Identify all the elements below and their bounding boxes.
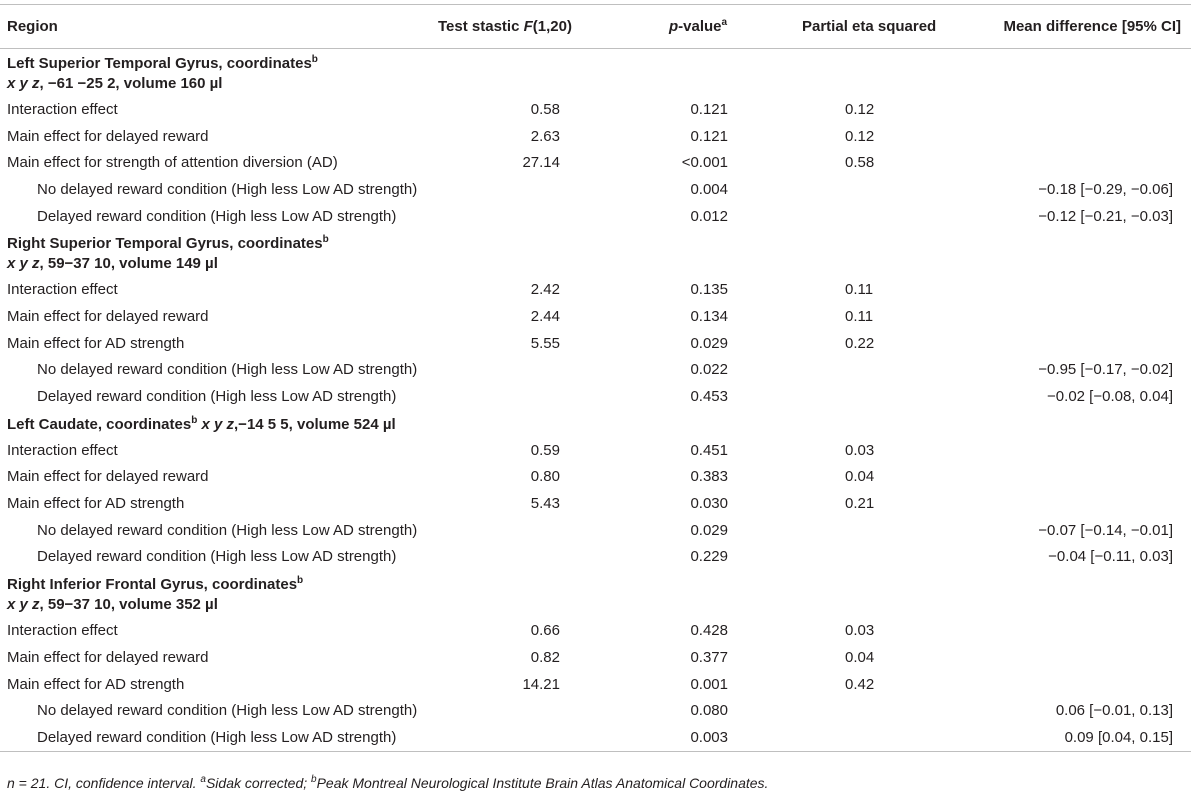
cell-partial-eta: 0.21 bbox=[845, 495, 875, 513]
row-label: Main effect for delayed reward bbox=[7, 307, 209, 325]
cell-f-statistic: 2.42 bbox=[530, 281, 560, 299]
header-test-statistic: Test stastic F(1,20) bbox=[420, 5, 616, 49]
row-label: Main effect for delayed reward bbox=[7, 468, 209, 486]
cell-partial-eta: 0.11 bbox=[845, 281, 874, 299]
table-row bbox=[0, 276, 1191, 303]
header-region: Region bbox=[0, 5, 420, 49]
cell-p-value: 0.383 bbox=[690, 468, 728, 486]
cell-mean-difference: −0.04 [−0.11, 0.03] bbox=[1048, 548, 1173, 566]
cell-p-value: 0.030 bbox=[690, 495, 728, 513]
table-row bbox=[0, 437, 1191, 464]
results-table bbox=[0, 4, 1191, 752]
cell-f-statistic: 14.21 bbox=[522, 675, 560, 693]
row-label: Delayed reward condition (High less Low AD strength) bbox=[37, 388, 397, 406]
cell-f-statistic bbox=[420, 203, 616, 230]
cell-p-value: 0.428 bbox=[690, 622, 728, 640]
section-title bbox=[0, 49, 1191, 97]
table-row bbox=[0, 724, 1191, 751]
cell-f-statistic: 5.43 bbox=[530, 495, 560, 513]
row-label: No delayed reward condition (High less Low AD strength) bbox=[37, 361, 418, 379]
cell-mean-difference: −0.02 [−0.08, 0.04] bbox=[1047, 388, 1173, 406]
section-title bbox=[0, 570, 1191, 617]
cell-mean-difference: 0.06 [−0.01, 0.13] bbox=[1055, 702, 1173, 720]
cell-mean-difference bbox=[972, 617, 1191, 644]
cell-f-statistic bbox=[420, 383, 616, 410]
table-row bbox=[0, 517, 1191, 544]
cell-partial-eta bbox=[802, 544, 972, 571]
cell-f-statistic bbox=[420, 724, 616, 751]
cell-f-statistic bbox=[420, 176, 616, 203]
section-header-row bbox=[0, 570, 1191, 617]
table-row bbox=[0, 303, 1191, 330]
cell-partial-eta: 0.42 bbox=[845, 675, 875, 693]
row-label: Main effect for AD strength bbox=[7, 675, 185, 693]
cell-f-statistic: 0.82 bbox=[530, 648, 560, 666]
cell-p-value: 0.229 bbox=[690, 548, 728, 566]
cell-mean-difference bbox=[972, 671, 1191, 698]
cell-p-value: 0.135 bbox=[690, 281, 728, 299]
cell-mean-difference bbox=[972, 644, 1191, 671]
cell-p-value: 0.012 bbox=[690, 207, 728, 225]
table-row bbox=[0, 617, 1191, 644]
cell-p-value: 0.453 bbox=[690, 388, 728, 406]
row-label: Delayed reward condition (High less Low AD strength) bbox=[37, 207, 397, 225]
cell-partial-eta bbox=[802, 724, 972, 751]
table-footnote bbox=[7, 775, 768, 791]
cell-mean-difference bbox=[972, 490, 1191, 517]
table-row bbox=[0, 644, 1191, 671]
section-title-sup: b bbox=[322, 234, 329, 246]
cell-f-statistic bbox=[420, 357, 616, 384]
cell-p-value: 0.004 bbox=[690, 180, 728, 198]
cell-partial-eta bbox=[802, 697, 972, 724]
section-title bbox=[0, 229, 1191, 276]
cell-p-value: 0.029 bbox=[690, 521, 728, 539]
section-title-sup: b bbox=[191, 414, 198, 426]
section-title-text: Right Superior Temporal Gyrus, coordinates bbox=[7, 235, 323, 253]
footnote-b: Peak Montreal Neurological Institute Brain Atlas Anatomical Coordinates. bbox=[316, 775, 769, 791]
row-label: Delayed reward condition (High less Low AD strength) bbox=[0, 724, 420, 751]
results-table-container bbox=[0, 4, 1200, 752]
cell-f-statistic: 2.63 bbox=[530, 127, 560, 145]
row-label: Interaction effect bbox=[7, 281, 118, 299]
cell-mean-difference bbox=[972, 276, 1191, 303]
table-row bbox=[0, 490, 1191, 517]
section-title-sup: b bbox=[311, 54, 318, 65]
section-title-text: Left Caudate, coordinates bbox=[7, 415, 192, 433]
table-row bbox=[0, 203, 1191, 230]
table-row bbox=[0, 96, 1191, 123]
row-label: Delayed reward condition (High less Low AD strength) bbox=[37, 548, 397, 566]
table-header-row bbox=[0, 5, 1191, 49]
cell-f-statistic bbox=[420, 697, 616, 724]
table-row bbox=[0, 671, 1191, 698]
cell-mean-difference: 0.09 [0.04, 0.15] bbox=[972, 724, 1191, 751]
section-header-row bbox=[0, 49, 1191, 97]
cell-p-value: 0.080 bbox=[690, 702, 728, 720]
section-title-text: Right Inferior Frontal Gyrus, coordinates bbox=[7, 576, 298, 594]
row-label: Interaction effect bbox=[7, 441, 118, 459]
cell-f-statistic: 2.44 bbox=[530, 307, 560, 325]
cell-p-value: 0.022 bbox=[690, 361, 728, 379]
section-title-text: Left Superior Temporal Gyrus, coordinates bbox=[7, 55, 312, 72]
cell-p-value: <0.001 bbox=[681, 154, 728, 172]
row-label: Main effect for strength of attention diversion (AD) bbox=[7, 154, 338, 172]
table-row bbox=[0, 330, 1191, 357]
header-p-value: p-value$^a$ bbox=[616, 5, 802, 49]
cell-f-statistic bbox=[420, 544, 616, 571]
row-label: Interaction effect bbox=[7, 622, 118, 640]
section-coordinates: x y z, 59−37 10, volume 352 µl bbox=[7, 596, 218, 614]
cell-partial-eta: 0.12 bbox=[845, 127, 875, 145]
row-label: No delayed reward condition (High less Low AD strength) bbox=[37, 521, 418, 539]
cell-p-value: 0.134 bbox=[690, 307, 728, 325]
cell-f-statistic: 5.55 bbox=[530, 334, 560, 352]
row-label: Main effect for delayed reward bbox=[7, 648, 209, 666]
cell-f-statistic bbox=[420, 517, 616, 544]
table-body bbox=[0, 49, 1191, 752]
cell-p-value: 0.377 bbox=[690, 648, 728, 666]
table-row bbox=[0, 544, 1191, 571]
cell-mean-difference bbox=[972, 149, 1191, 176]
cell-partial-eta: 0.04 bbox=[845, 648, 875, 666]
section-title-sup: b bbox=[297, 575, 304, 587]
cell-partial-eta bbox=[802, 203, 972, 230]
table-row bbox=[0, 123, 1191, 150]
table-row bbox=[0, 383, 1191, 410]
cell-mean-difference bbox=[972, 437, 1191, 464]
section-header-row bbox=[0, 229, 1191, 276]
cell-p-value: 0.003 bbox=[616, 724, 802, 751]
footnote-a: Sidak corrected; bbox=[205, 775, 312, 791]
row-label: No delayed reward condition (High less Low AD strength) bbox=[37, 702, 418, 720]
cell-p-value: 0.001 bbox=[690, 675, 728, 693]
section-title bbox=[0, 410, 1191, 437]
cell-mean-difference bbox=[972, 303, 1191, 330]
cell-partial-eta: 0.12 bbox=[845, 100, 875, 118]
row-label: Main effect for AD strength bbox=[7, 334, 185, 352]
table-row bbox=[0, 149, 1191, 176]
cell-partial-eta: 0.04 bbox=[845, 468, 875, 486]
cell-f-statistic: 0.80 bbox=[530, 468, 560, 486]
cell-p-value: 0.029 bbox=[690, 334, 728, 352]
cell-f-statistic: 0.66 bbox=[530, 622, 560, 640]
header-partial-eta: Partial eta squared bbox=[802, 5, 972, 49]
table-row bbox=[0, 464, 1191, 491]
cell-partial-eta bbox=[802, 176, 972, 203]
cell-f-statistic: 27.14 bbox=[522, 154, 560, 172]
cell-partial-eta: 0.58 bbox=[845, 154, 875, 172]
cell-mean-difference bbox=[972, 464, 1191, 491]
footnote-n: n = 21. CI, confidence interval. bbox=[7, 775, 201, 791]
cell-partial-eta bbox=[802, 517, 972, 544]
cell-mean-difference bbox=[972, 330, 1191, 357]
table-row bbox=[0, 176, 1191, 203]
cell-partial-eta: 0.03 bbox=[845, 441, 875, 459]
cell-partial-eta: 0.11 bbox=[845, 307, 874, 325]
section-coordinates: x y z,−14 5 5, volume 524 µl bbox=[201, 415, 396, 433]
cell-partial-eta: 0.03 bbox=[845, 622, 875, 640]
section-coordinates: x y z, 59−37 10, volume 149 µl bbox=[7, 255, 218, 273]
table-row bbox=[0, 357, 1191, 384]
cell-mean-difference: −0.12 [−0.21, −0.03] bbox=[1038, 207, 1173, 225]
footnote-sup-b: b bbox=[311, 774, 317, 785]
cell-mean-difference: −0.18 [−0.29, −0.06] bbox=[1038, 180, 1173, 198]
cell-partial-eta bbox=[802, 357, 972, 384]
cell-mean-difference bbox=[972, 96, 1191, 123]
cell-p-value: 0.451 bbox=[690, 441, 728, 459]
footnote-sup-a: a bbox=[200, 774, 206, 785]
row-label: Main effect for AD strength bbox=[7, 495, 185, 513]
cell-mean-difference: −0.07 [−0.14, −0.01] bbox=[1038, 521, 1173, 539]
cell-f-statistic: 0.58 bbox=[530, 100, 560, 118]
header-mean-difference: Mean difference [95% CI] bbox=[972, 5, 1191, 49]
row-label: Main effect for delayed reward bbox=[7, 127, 209, 145]
cell-p-value: 0.121 bbox=[690, 100, 728, 118]
table-row bbox=[0, 697, 1191, 724]
section-coordinates: x y z, −61 −25 2, volume 160 µl bbox=[7, 75, 223, 92]
row-label: No delayed reward condition (High less Low AD strength) bbox=[37, 180, 418, 198]
cell-p-value: 0.121 bbox=[690, 127, 728, 145]
section-header-row bbox=[0, 410, 1191, 437]
cell-partial-eta bbox=[802, 383, 972, 410]
cell-f-statistic: 0.59 bbox=[530, 441, 560, 459]
cell-partial-eta: 0.22 bbox=[845, 334, 875, 352]
cell-mean-difference: −0.95 [−0.17, −0.02] bbox=[1038, 361, 1173, 379]
row-label: Interaction effect bbox=[7, 100, 118, 118]
cell-mean-difference bbox=[972, 123, 1191, 150]
